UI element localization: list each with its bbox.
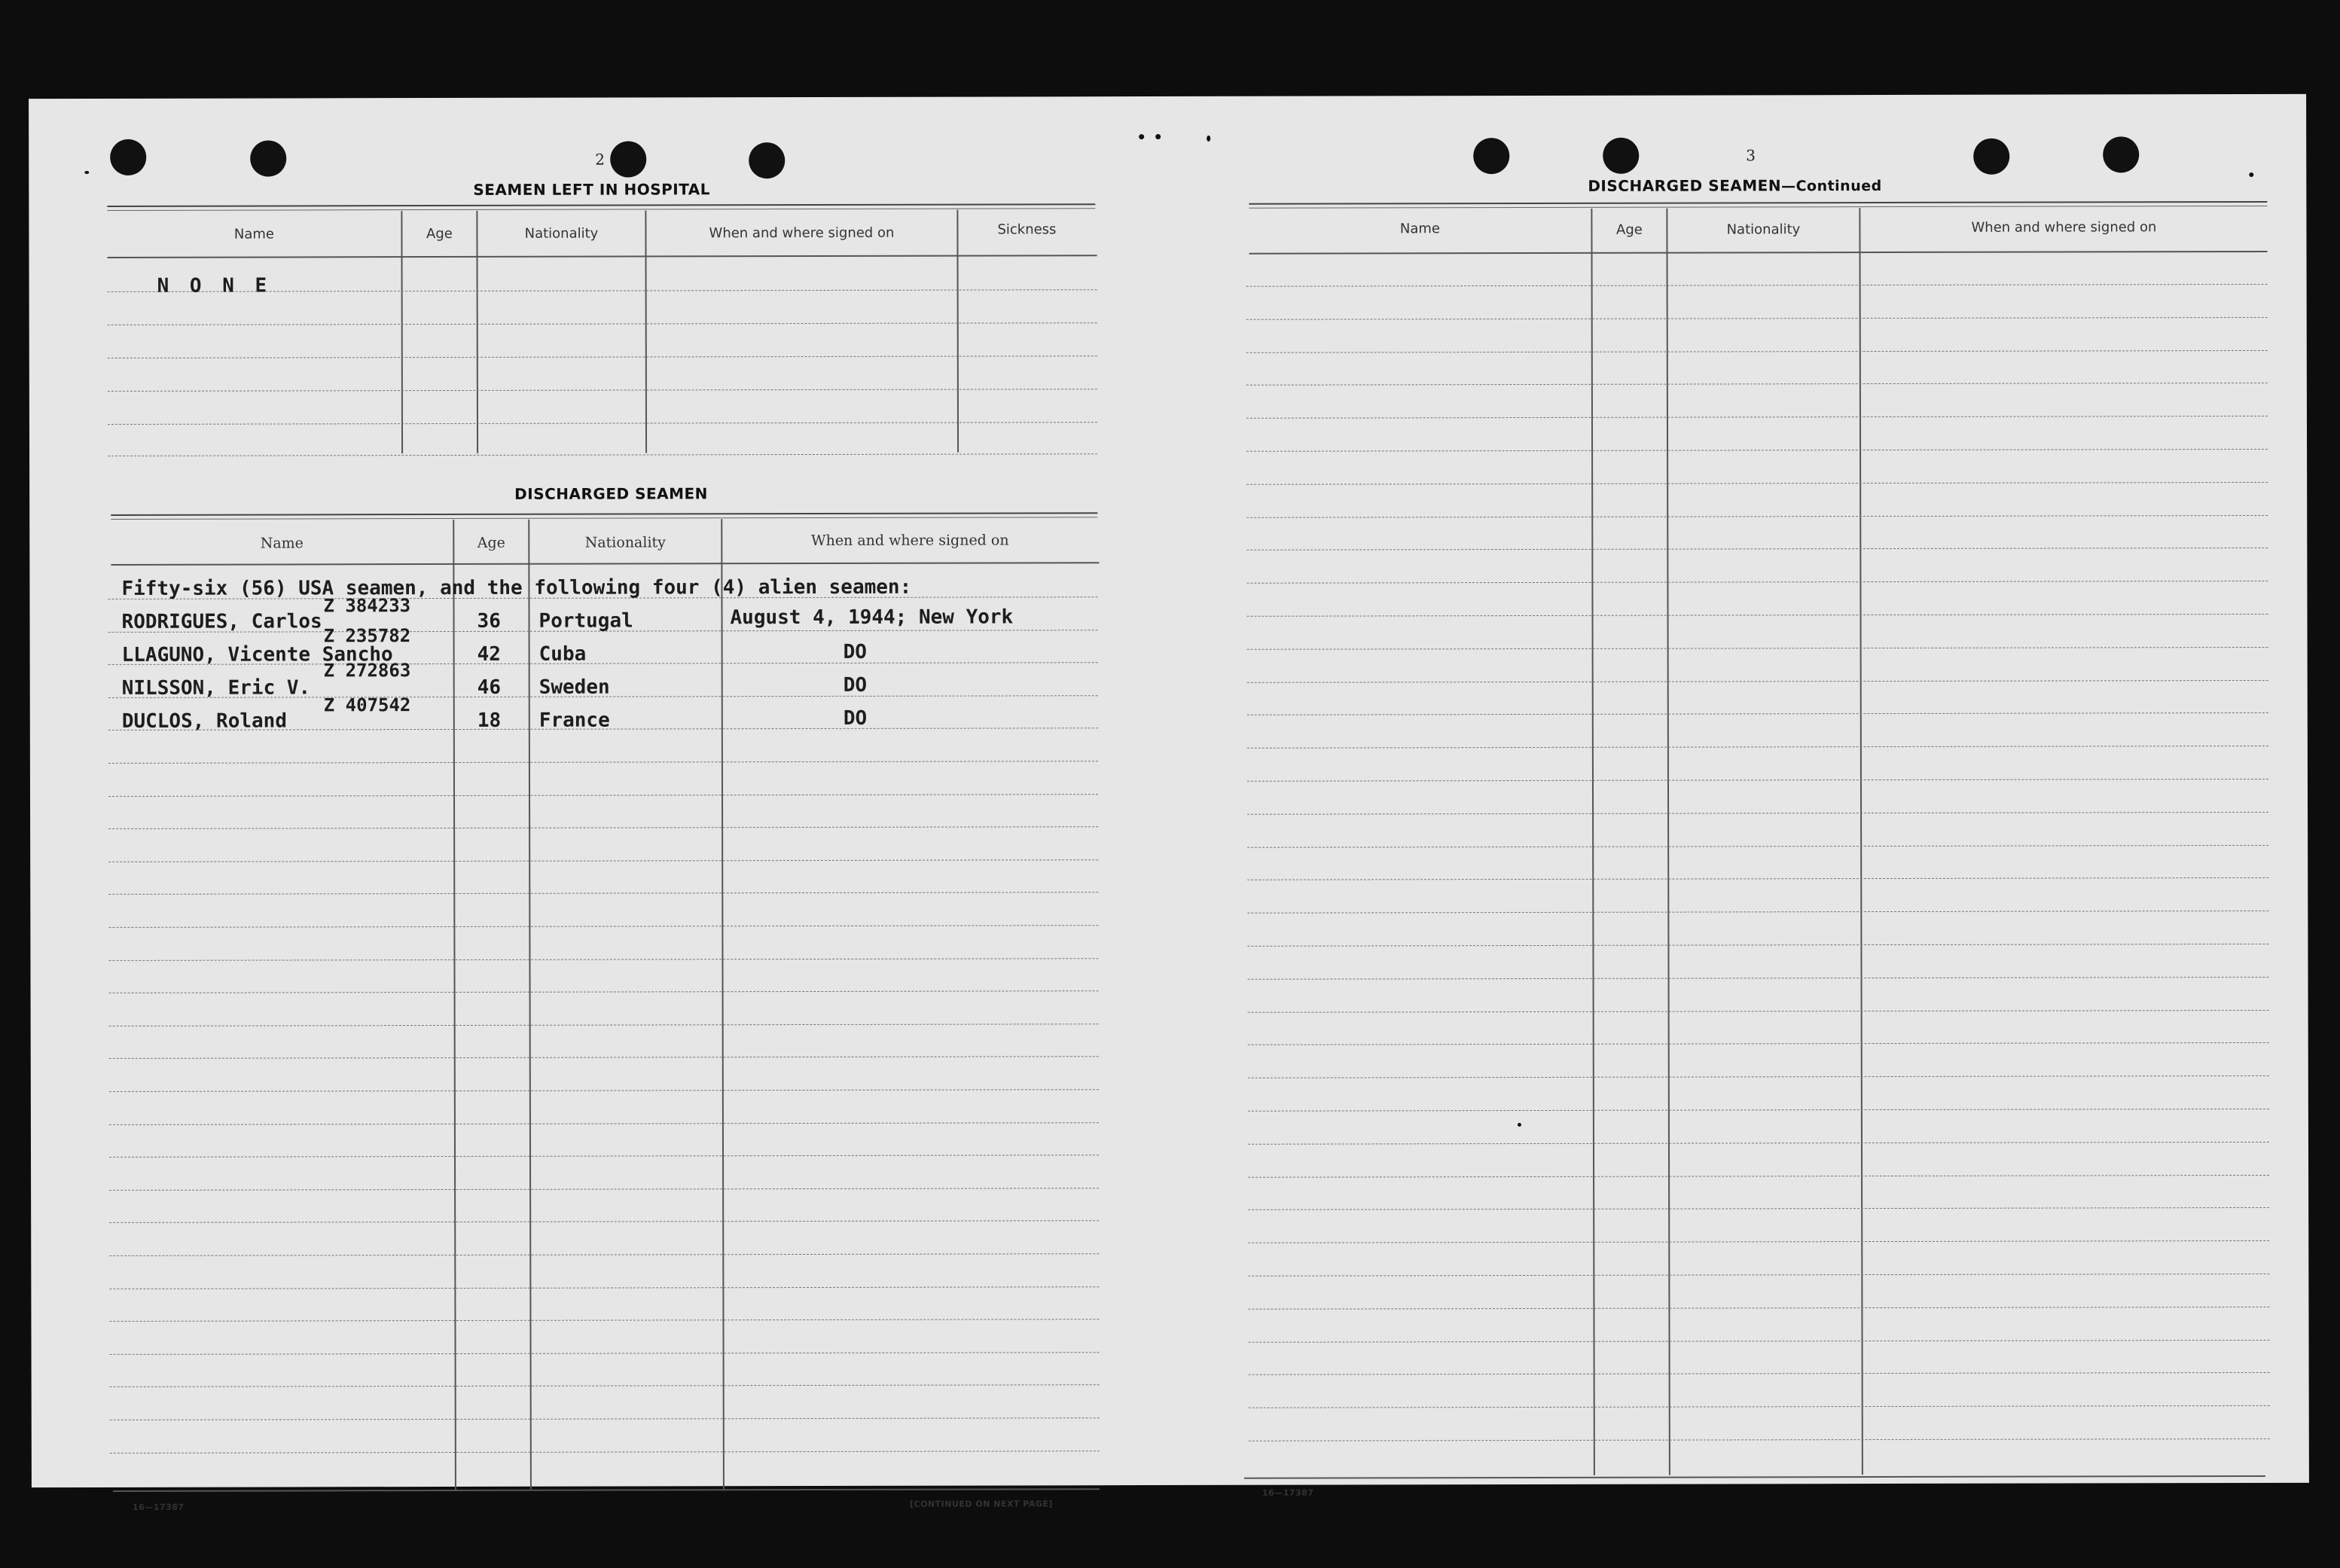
- right-col-signed-on: When and where signed on: [1971, 219, 2157, 236]
- ruled-line: [109, 1155, 1099, 1158]
- seaman-1-signed-on: August 4, 1944; New York: [730, 606, 1014, 630]
- ruled-line: [109, 1286, 1099, 1289]
- hospital-row-line: [108, 355, 1097, 358]
- form-number-right: 16—17387: [1262, 1487, 1314, 1498]
- ruled-line: [110, 1417, 1100, 1420]
- ruled-line: [108, 892, 1098, 895]
- seaman-2-name: LLAGUNO, Vicente Sancho: [121, 643, 393, 667]
- ruled-line: [109, 990, 1099, 993]
- ruled-line: [1248, 1010, 2269, 1013]
- ruled-line: [1247, 614, 2268, 617]
- continued-title-suffix: —Continued: [1781, 178, 1882, 195]
- ink-speck: [1155, 134, 1161, 139]
- ruled-line: [1247, 746, 2268, 749]
- page-number-left: 2: [595, 150, 606, 169]
- seaman-2-signed-on: DO: [843, 640, 867, 664]
- seaman-2-z-number: Z 235782: [323, 625, 411, 647]
- ruled-line: [109, 1221, 1099, 1224]
- discharged-bottom-rule: [113, 1488, 1100, 1492]
- ruled-line: [1246, 350, 2268, 353]
- ruled-line: [108, 761, 1098, 764]
- ruled-line: [108, 958, 1098, 961]
- ruled-line: [1246, 383, 2268, 386]
- ruled-line: [1246, 515, 2268, 518]
- ink-speck: [1207, 136, 1210, 142]
- right-col-divider: [1666, 209, 1670, 1475]
- continued-title-main: DISCHARGED SEAMEN: [1588, 176, 1782, 195]
- hospital-row-line: [108, 389, 1097, 392]
- discharged-col-divider: [721, 519, 725, 1489]
- right-col-name: Name: [1399, 221, 1441, 237]
- ruled-line: [1248, 1274, 2269, 1277]
- hospital-row-line: [108, 322, 1097, 325]
- discharged-ruled-lines: [29, 94, 2306, 99]
- ruled-line: [1246, 482, 2268, 485]
- ruled-line: [1248, 1307, 2269, 1310]
- ruled-line: [1249, 1340, 2270, 1343]
- right-table-top-rule: [1249, 201, 2267, 205]
- hospital-col-divider: [476, 211, 478, 453]
- ruled-line: [1249, 1405, 2270, 1408]
- ruled-line: [1246, 284, 2268, 287]
- seaman-3-z-number: Z 272863: [323, 660, 411, 682]
- ruled-line: [109, 1057, 1099, 1060]
- discharged-col-age: Age: [477, 534, 505, 551]
- ruled-line: [1246, 317, 2268, 320]
- discharged-intro-line: Fifty-six (56) USA seamen, and the following four (4) alien seamen:: [121, 575, 912, 600]
- punch-hole: [110, 139, 146, 175]
- seaman-2-nationality: Cuba: [538, 642, 587, 666]
- ink-speck: [84, 171, 89, 174]
- ruled-line: [1248, 1109, 2269, 1112]
- hospital-col-divider: [645, 210, 647, 453]
- page-number-right: 3: [1746, 146, 1756, 165]
- ruled-line: [1247, 712, 2268, 715]
- hospital-col-divider: [401, 211, 403, 453]
- hospital-row-line: [108, 422, 1097, 425]
- continued-section-title: [1588, 176, 1881, 195]
- ruled-line: [109, 1089, 1099, 1092]
- ruled-line: [1246, 581, 2268, 584]
- ruled-line: [1248, 1075, 2269, 1078]
- ruled-line: [109, 1023, 1099, 1027]
- seaman-1-z-number: Z 384233: [323, 595, 411, 617]
- ruled-line: [109, 1188, 1099, 1191]
- discharged-col-divider: [528, 520, 532, 1490]
- discharged-col-name: Name: [260, 535, 304, 552]
- seaman-4-name: DUCLOS, Roland: [121, 709, 287, 733]
- ruled-line: [109, 1319, 1099, 1322]
- seaman-3-nationality: Sweden: [538, 676, 610, 699]
- hospital-col-age: Age: [426, 225, 453, 243]
- right-header-rule: [1249, 251, 2268, 255]
- hospital-section-title: SEAMEN LEFT IN HOSPITAL: [473, 180, 711, 199]
- ruled-line: [1246, 548, 2268, 551]
- punch-hole: [250, 140, 286, 176]
- seaman-1-age: 36: [477, 609, 501, 633]
- document-sheet: [29, 94, 2309, 1512]
- right-bottom-rule: [1244, 1475, 2265, 1479]
- ruled-line: [108, 826, 1098, 829]
- hospital-header-rule: [108, 255, 1097, 258]
- ruled-line: [1247, 911, 2268, 914]
- right-col-age: Age: [1615, 221, 1643, 238]
- seaman-2-age: 42: [477, 642, 501, 666]
- right-col-nationality: Nationality: [1726, 221, 1801, 238]
- discharged-header-rule: [111, 562, 1099, 566]
- punch-hole: [1603, 138, 1639, 174]
- ruled-line: [1247, 812, 2268, 815]
- hospital-col-signed-on: When and where signed on: [709, 224, 895, 242]
- continued-note: [CONTINUED ON NEXT PAGE]: [909, 1499, 1053, 1509]
- discharged-col-nationality: Nationality: [584, 534, 666, 551]
- hospital-col-divider: [956, 210, 959, 453]
- right-col-divider: [1859, 208, 1863, 1475]
- seaman-3-age: 46: [477, 676, 502, 699]
- ruled-line: [110, 1451, 1100, 1454]
- ruled-line: [1249, 1372, 2270, 1375]
- ruled-line: [1247, 680, 2268, 683]
- right-col-divider: [1591, 209, 1595, 1475]
- seaman-4-nationality: France: [538, 709, 610, 732]
- punch-hole: [610, 141, 646, 177]
- ruled-line: [110, 1352, 1100, 1355]
- ink-speck: [1139, 134, 1144, 139]
- seaman-1-name: RODRIGUES, Carlos: [121, 610, 322, 633]
- ruled-line: [1247, 877, 2268, 880]
- seaman-4-signed-on: DO: [843, 706, 868, 730]
- ink-speck: [2249, 172, 2253, 177]
- hospital-col-nationality: Nationality: [524, 225, 599, 242]
- discharged-col-divider: [453, 520, 456, 1490]
- seaman-4-age: 18: [477, 709, 502, 732]
- ruled-line: [109, 1253, 1099, 1256]
- hospital-col-name: Name: [233, 226, 275, 243]
- punch-hole: [2103, 136, 2139, 172]
- hospital-table-top-rule: [107, 203, 1095, 207]
- form-number-left: 16—17387: [132, 1502, 185, 1512]
- ruled-line: [1247, 647, 2268, 650]
- hospital-entry-none: N O N E: [157, 274, 272, 297]
- seaman-3-signed-on: DO: [843, 673, 868, 697]
- ruled-line: [1247, 845, 2268, 848]
- ruled-line: [1248, 1207, 2269, 1210]
- discharged-section-title: DISCHARGED SEAMEN: [514, 484, 708, 503]
- ruled-line: [1246, 416, 2268, 419]
- ruled-line: [108, 794, 1098, 797]
- hospital-col-sickness: Sickness: [997, 221, 1057, 238]
- ruled-line: [109, 1122, 1099, 1125]
- ruled-line: [1247, 779, 2268, 782]
- ruled-line: [1247, 944, 2268, 947]
- ruled-line: [108, 859, 1098, 862]
- ruled-line: [1248, 1175, 2269, 1178]
- ruled-line: [1248, 1042, 2269, 1045]
- ruled-line: [1246, 449, 2268, 452]
- punch-hole: [1473, 138, 1509, 174]
- discharged-col-signed-on: When and where signed on: [811, 532, 1009, 549]
- ruled-line: [1249, 1438, 2270, 1441]
- seaman-1-nationality: Portugal: [538, 609, 633, 633]
- punch-hole: [1973, 139, 2009, 175]
- punch-hole: [749, 142, 785, 178]
- ink-speck: [1518, 1123, 1521, 1127]
- ruled-line: [1248, 1240, 2269, 1243]
- seaman-4-z-number: Z 407542: [323, 694, 411, 716]
- discharged-table-top-rule: [111, 512, 1097, 516]
- hospital-row-line: [108, 453, 1097, 456]
- ruled-line: [1248, 1142, 2269, 1145]
- ruled-line: [108, 925, 1098, 928]
- ruled-line: [1248, 977, 2269, 980]
- right-ruled-lines: [29, 94, 2306, 99]
- seaman-3-name: NILSSON, Eric V.: [121, 676, 311, 700]
- ruled-line: [110, 1385, 1100, 1388]
